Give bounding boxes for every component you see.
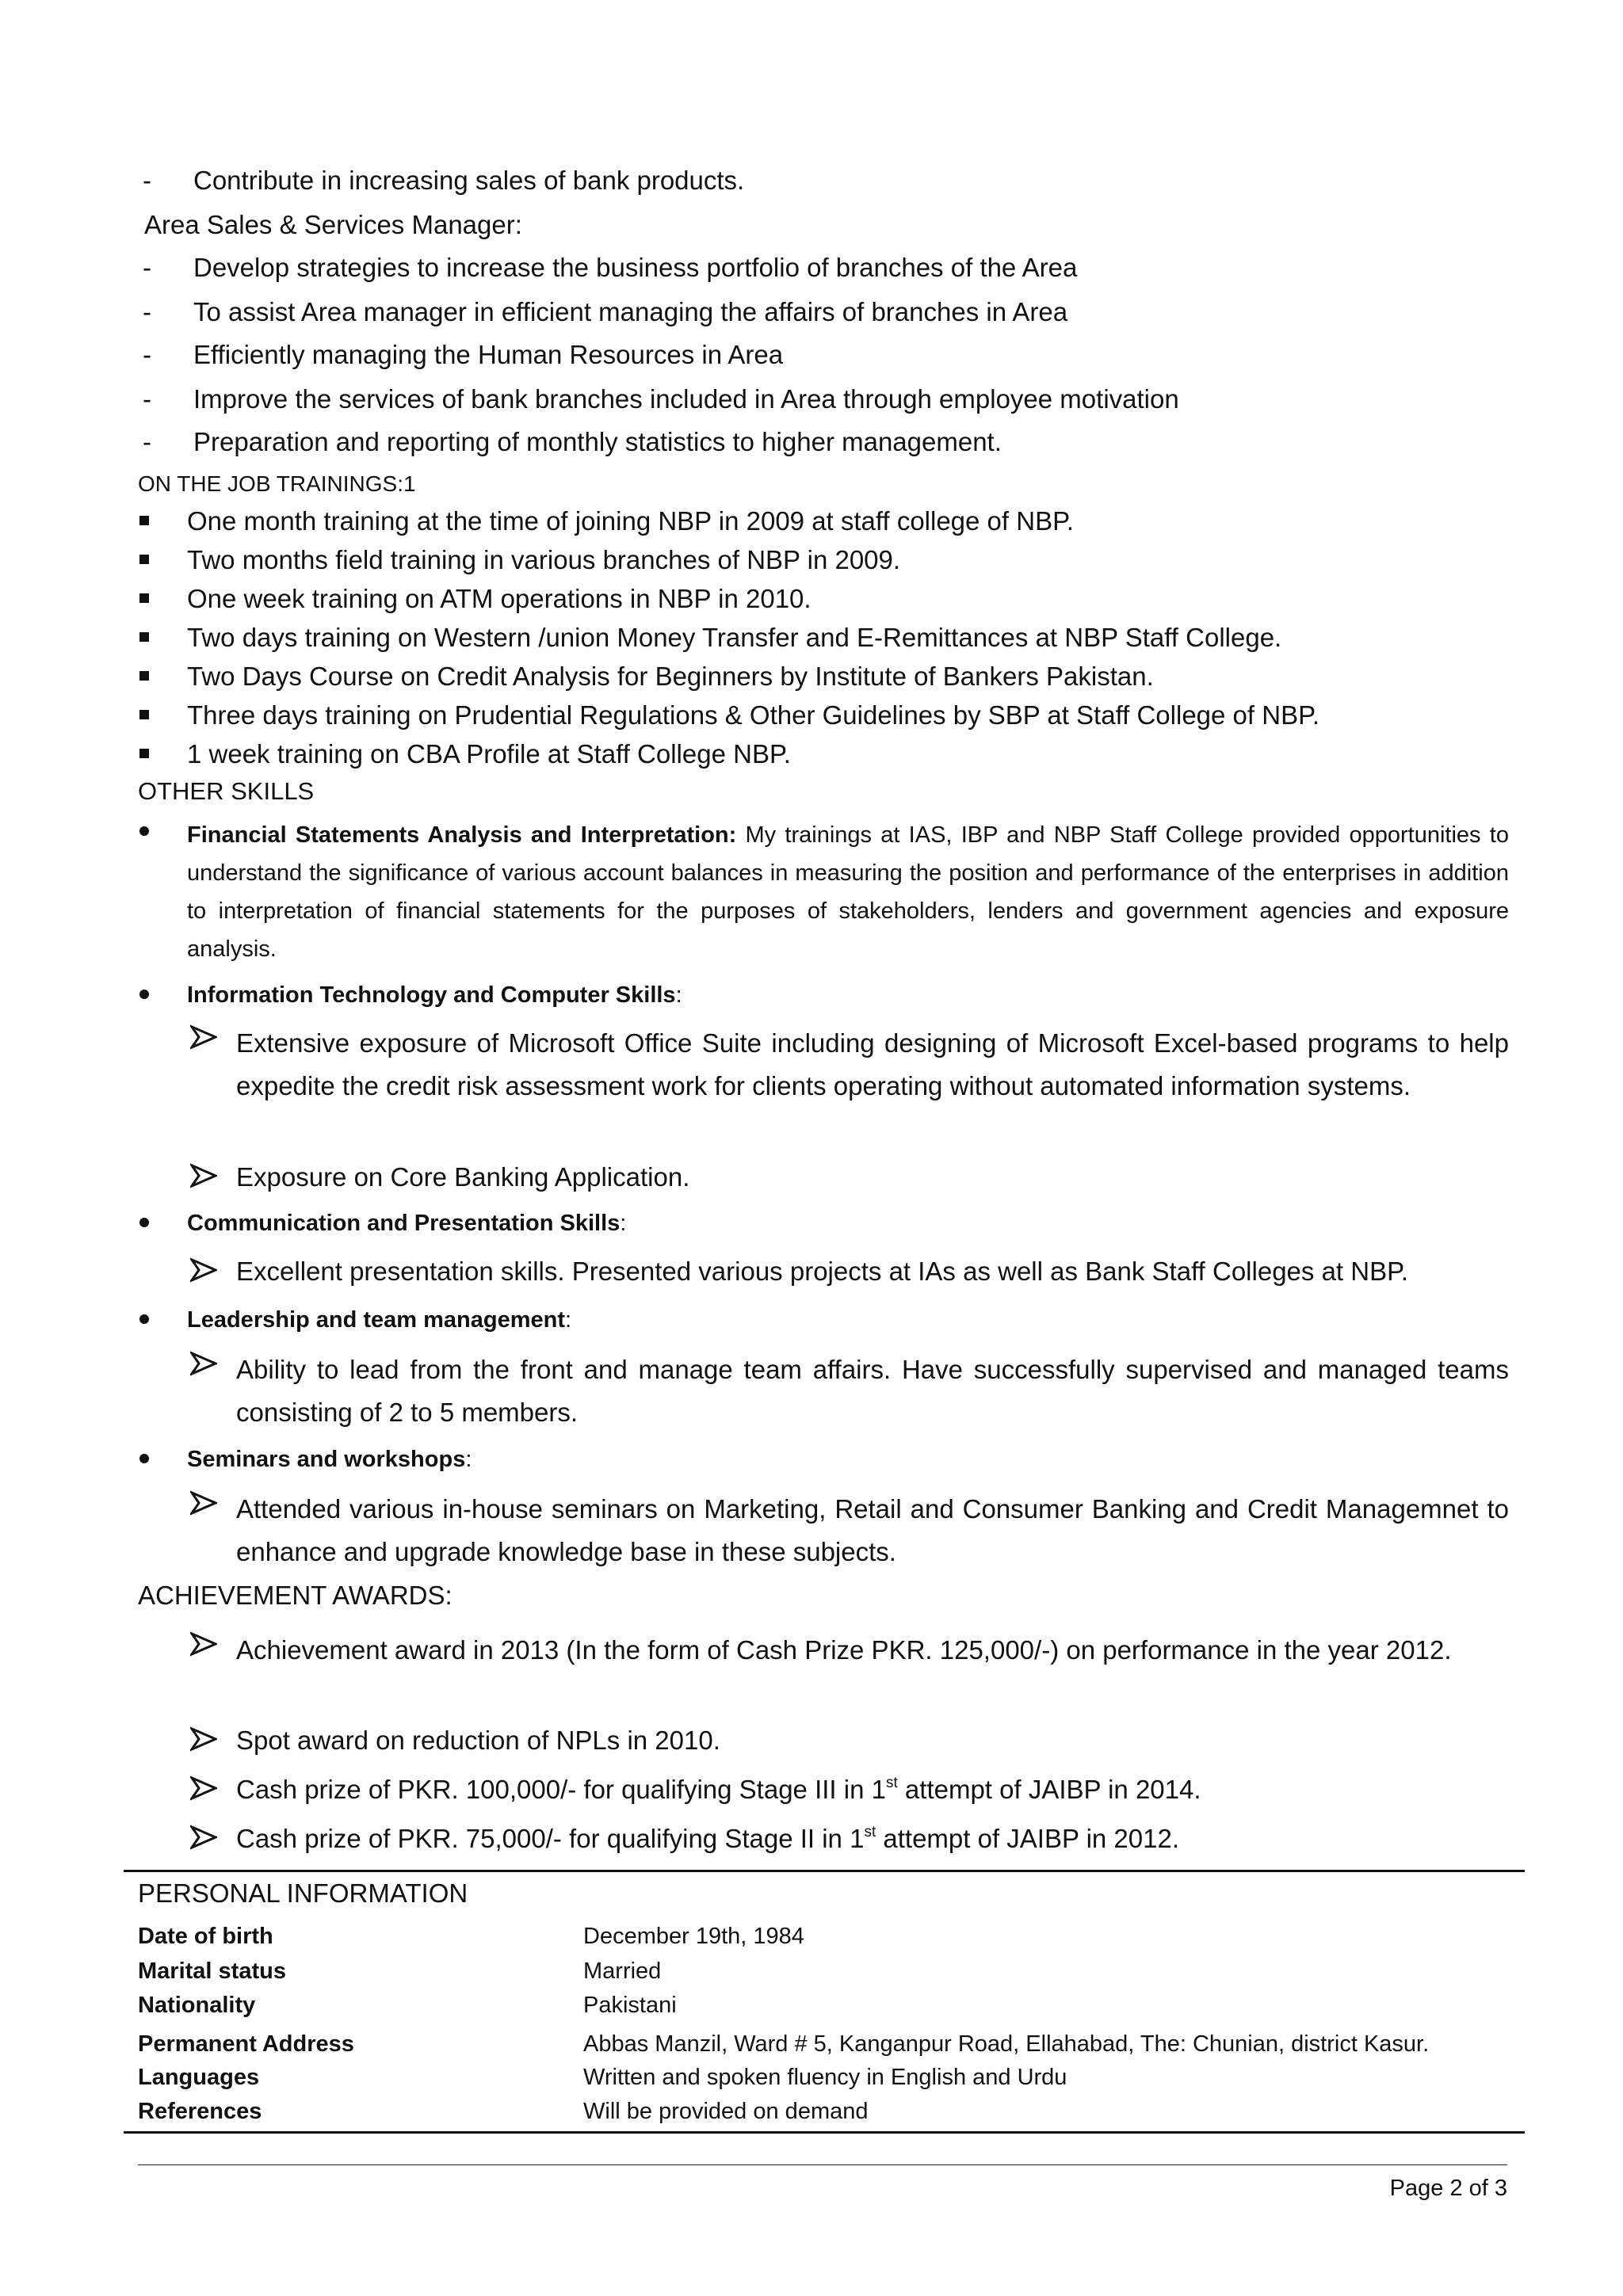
row-value: Abbas Manzil, Ward # 5, Kanganpur Road, Ellahabad, The: Chunian, district Kasur. bbox=[583, 2031, 1430, 2057]
skill-title: Leadership and team management bbox=[187, 1307, 566, 1333]
training-text: Three days training on Prudential Regulations & Other Guidelines by SBP at Staff College of NBP. bbox=[187, 700, 1320, 730]
square-bullet-icon bbox=[139, 516, 149, 525]
round-bullet-icon bbox=[139, 1454, 149, 1463]
ordinal-suffix: st bbox=[885, 1775, 898, 1791]
arrowhead-bullet-icon bbox=[190, 1824, 217, 1851]
square-bullet-icon bbox=[139, 593, 149, 603]
round-bullet-icon bbox=[139, 990, 149, 999]
skill-point-text: Ability to lead from the front and manage team affairs. Have successfully supervised and managed teams consisting of 2 to 5 members. bbox=[236, 1355, 1509, 1427]
row-label: Permanent Address bbox=[138, 2031, 354, 2057]
award-item bbox=[190, 1822, 1509, 1855]
skill-title: Information Technology and Computer Skills bbox=[187, 982, 676, 1008]
award-text bbox=[236, 1773, 1509, 1806]
dash-marker: - bbox=[143, 340, 151, 369]
trainings-heading: ON THE JOB TRAININGS:1 bbox=[138, 471, 416, 496]
duty-text: Efficiently managing the Human Resources in Area bbox=[193, 340, 784, 369]
dash-marker: - bbox=[143, 253, 151, 282]
row-value: Married bbox=[583, 1958, 662, 1984]
skill-leadership-body bbox=[187, 1304, 1509, 1336]
arrowhead-bullet-icon bbox=[190, 1630, 217, 1657]
training-text: Two months field training in various branches of NBP in 2009. bbox=[187, 545, 901, 574]
skill-title: Communication and Presentation Skills bbox=[187, 1211, 621, 1236]
award-text-part: Cash prize of PKR. 75,000/- for qualifying Stage II in 1 bbox=[236, 1824, 865, 1853]
duty-text: Contribute in increasing sales of bank products. bbox=[193, 166, 745, 195]
skill-seminars bbox=[138, 1444, 1509, 1475]
arrowhead-bullet-icon bbox=[190, 1024, 217, 1051]
square-bullet-icon bbox=[139, 632, 149, 642]
skill-colon: : bbox=[465, 1447, 472, 1472]
skill-title: Financial Statements Analysis and Interpretation: bbox=[187, 822, 737, 848]
arrowhead-bullet-icon bbox=[190, 1162, 217, 1189]
row-value: Pakistani bbox=[583, 1993, 677, 2018]
square-bullet-icon bbox=[139, 671, 149, 681]
round-bullet-icon bbox=[139, 1218, 149, 1227]
award-item bbox=[190, 1773, 1509, 1806]
dash-marker: - bbox=[143, 166, 151, 195]
skill-point-text: Attended various in-house seminars on Marketing, Retail and Consumer Banking and Credit Managemnet to enhance and upgrade knowledge base in these subjects. bbox=[236, 1494, 1509, 1566]
achievements-heading: ACHIEVEMENT AWARDS: bbox=[138, 1581, 453, 1610]
duty-text: Develop strategies to increase the business portfolio of branches of the Area bbox=[193, 253, 1078, 282]
skill-financial-body bbox=[187, 816, 1509, 968]
duty-text: Improve the services of bank branches included in Area through employee motivation bbox=[193, 384, 1179, 414]
other-skills-heading: OTHER SKILLS bbox=[138, 777, 315, 805]
section-rule bbox=[124, 2131, 1525, 2134]
skill-point bbox=[190, 1022, 1509, 1150]
square-bullet-icon bbox=[139, 749, 149, 758]
skill-leadership bbox=[138, 1304, 1509, 1336]
square-bullet-icon bbox=[139, 555, 149, 564]
skill-title: Seminars and workshops bbox=[187, 1447, 466, 1472]
row-label: Marital status bbox=[138, 1958, 286, 1984]
round-bullet-icon bbox=[139, 826, 149, 836]
skill-seminars-body bbox=[187, 1444, 1509, 1475]
skill-text: My trainings at IAS, IBP and NBP Staff College provided opportunities to understand the significance of various account balances in measuring the position and performance of the enterprises in addition to interpretation of financial statements for the purposes of stakeholders, lenders and government agencies and exposure analysis. bbox=[187, 822, 1509, 962]
duty-text: To assist Area manager in efficient managing the affairs of branches in Area bbox=[193, 297, 1068, 326]
row-label: Nationality bbox=[138, 1993, 256, 2018]
footer-rule bbox=[138, 2164, 1507, 2165]
skill-colon: : bbox=[675, 982, 682, 1008]
section-rule bbox=[124, 1870, 1525, 1872]
ordinal-suffix: st bbox=[864, 1824, 876, 1840]
training-text: One week training on ATM operations in NBP in 2010. bbox=[187, 584, 812, 613]
skill-communication-body bbox=[187, 1207, 1509, 1239]
award-item bbox=[190, 1724, 1509, 1757]
skill-it bbox=[138, 979, 1509, 1011]
round-bullet-icon bbox=[139, 1314, 149, 1324]
row-value: Will be provided on demand bbox=[583, 2099, 869, 2124]
award-item bbox=[190, 1629, 1509, 1714]
skill-communication bbox=[138, 1207, 1509, 1239]
row-value: Written and spoken fluency in English and Urdu bbox=[583, 2065, 1067, 2090]
role-title: Area Sales & Services Manager: bbox=[144, 210, 522, 239]
arrowhead-bullet-icon bbox=[190, 1726, 217, 1753]
award-text-part: attempt of JAIBP in 2014. bbox=[897, 1775, 1201, 1804]
dash-marker: - bbox=[143, 297, 151, 326]
row-label: Languages bbox=[138, 2065, 260, 2090]
skill-it-body bbox=[187, 979, 1509, 1011]
arrowhead-bullet-icon bbox=[190, 1350, 217, 1377]
skill-financial bbox=[138, 816, 1509, 971]
skill-point bbox=[190, 1161, 1509, 1194]
skill-colon: : bbox=[620, 1211, 627, 1236]
training-text: One month training at the time of joining NBP in 2009 at staff college of NBP. bbox=[187, 506, 1075, 536]
row-value: December 19th, 1984 bbox=[583, 1924, 804, 1949]
award-text-part: Cash prize of PKR. 100,000/- for qualifying Stage III in 1 bbox=[236, 1775, 886, 1804]
training-text: Two days training on Western /union Money Transfer and E-Remittances at NBP Staff College. bbox=[187, 623, 1282, 652]
arrowhead-bullet-icon bbox=[190, 1775, 217, 1802]
skill-point-text: Extensive exposure of Microsoft Office Suite including designing of Microsoft Excel-based programs to help expedite the credit risk assessment work for clients operating without automated information systems. bbox=[236, 1028, 1509, 1100]
training-text: Two Days Course on Credit Analysis for Beginners by Institute of Bankers Pakistan. bbox=[187, 662, 1154, 691]
dash-marker: - bbox=[143, 427, 151, 456]
skill-point bbox=[190, 1255, 1509, 1288]
row-label: References bbox=[138, 2099, 262, 2124]
page-number: Page 2 of 3 bbox=[1389, 2176, 1507, 2201]
skill-colon: : bbox=[565, 1307, 572, 1333]
award-text-part: attempt of JAIBP in 2012. bbox=[876, 1824, 1180, 1853]
skill-point-text: Excellent presentation skills. Presented various projects at IAs as well as Bank Staff Colleges at NBP. bbox=[236, 1257, 1409, 1286]
personal-info-heading: PERSONAL INFORMATION bbox=[138, 1878, 468, 1908]
skill-point bbox=[190, 1348, 1509, 1434]
duty-text: Preparation and reporting of monthly statistics to higher management. bbox=[193, 427, 1002, 456]
arrowhead-bullet-icon bbox=[190, 1257, 217, 1283]
skill-point bbox=[190, 1488, 1509, 1573]
award-text: Achievement award in 2013 (In the form of Cash Prize PKR. 125,000/-) on performance in the year 2012. bbox=[236, 1635, 1452, 1665]
arrowhead-bullet-icon bbox=[190, 1489, 217, 1516]
dash-marker: - bbox=[143, 384, 151, 414]
award-text bbox=[236, 1822, 1509, 1855]
skill-point-text: Exposure on Core Banking Application. bbox=[236, 1162, 690, 1192]
award-text: Spot award on reduction of NPLs in 2010. bbox=[236, 1726, 720, 1755]
training-text: 1 week training on CBA Profile at Staff College NBP. bbox=[187, 739, 791, 769]
square-bullet-icon bbox=[139, 710, 149, 719]
row-label: Date of birth bbox=[138, 1924, 273, 1949]
